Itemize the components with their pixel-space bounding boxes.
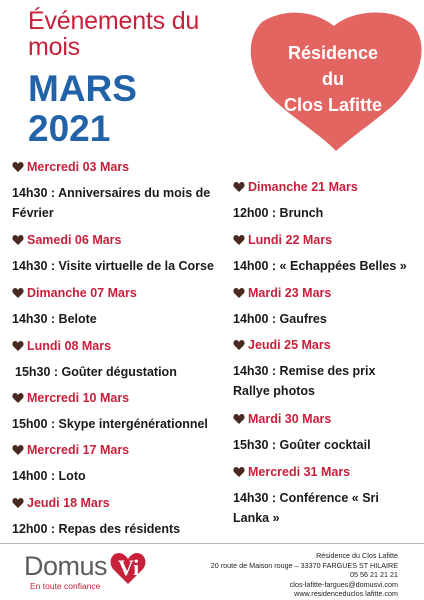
heart-icon: [12, 287, 24, 299]
residence-name: [258, 40, 408, 118]
month-year: [28, 69, 137, 149]
domusvi-logo: [24, 549, 184, 594]
page-title: [28, 8, 199, 60]
event-description: 15h00 : Skype intergénérationnel: [12, 417, 208, 431]
event-description: 14h30 : Anniversaires du mois de Février: [12, 186, 211, 220]
title-line-1: Événements du: [28, 7, 200, 35]
event-description: 14h00 : Gaufres: [233, 312, 327, 326]
heart-icon: [233, 234, 245, 246]
event-description: 14h00 : Loto: [12, 469, 86, 483]
event-date: Mardi 23 Mars: [248, 286, 332, 300]
address-line: 05 56 21 21 21: [350, 570, 398, 580]
logo-tagline: En toute confiance: [30, 581, 101, 591]
heart-icon: [12, 161, 24, 173]
heart-icon: [12, 392, 24, 404]
logo-wordmark: Domus: [24, 551, 108, 581]
heart-icon: [233, 413, 245, 425]
event-date: Dimanche 07 Mars: [27, 286, 137, 300]
residence-line-3: Clos Lafitte: [283, 95, 382, 115]
event-item: [12, 337, 217, 382]
event-item: [233, 284, 413, 329]
residence-line-2: du: [322, 69, 344, 89]
month-label: MARS: [28, 68, 137, 109]
event-date: Mercredi 03 Mars: [27, 160, 130, 174]
event-description: 15h30 : Goûter dégustation: [15, 365, 177, 379]
event-item: [12, 389, 217, 434]
heart-icon: [233, 181, 245, 193]
website-link[interactable]: www.residenceduclos lafitte.com: [294, 589, 398, 599]
event-description: 14h30 : Belote: [12, 312, 97, 326]
event-date: Mercredi 31 Mars: [248, 465, 351, 479]
heart-icon: [12, 444, 24, 456]
event-date: Jeudi 18 Mars: [27, 496, 110, 510]
heart-icon: [233, 466, 245, 478]
footer-divider: [0, 543, 424, 544]
event-description: 14h30 : Visite virtuelle de la Corse: [12, 259, 214, 273]
event-item: [233, 231, 413, 276]
event-date: Samedi 06 Mars: [27, 233, 122, 247]
year-label: 2021: [28, 108, 111, 149]
contact-address: [211, 551, 398, 599]
event-date: Mercredi 17 Mars: [27, 443, 130, 457]
event-item: [12, 158, 217, 223]
event-date: Lundi 08 Mars: [27, 339, 112, 353]
event-item: [12, 231, 217, 276]
heart-icon: [233, 287, 245, 299]
event-description: 14h00 : « Echappées Belles »: [233, 259, 407, 273]
event-item: [12, 494, 217, 539]
logo-vi-text: Vi: [118, 555, 140, 580]
title-line-2: mois: [28, 33, 80, 61]
heart-icon: [233, 339, 245, 351]
event-description: 14h30 : Conférence « Sri Lanka »: [233, 491, 379, 525]
event-date: Jeudi 25 Mars: [248, 338, 331, 352]
event-item: [233, 410, 413, 455]
event-description: 15h30 : Goûter cocktail: [233, 438, 371, 452]
event-item: [233, 178, 413, 223]
event-date: Mercredi 10 Mars: [27, 391, 130, 405]
event-item: [12, 284, 217, 329]
address-line: 20 route de Maison rouge – 33370 FARGUES ST HILAIRE: [210, 560, 398, 570]
heart-icon: [12, 234, 24, 246]
heart-icon: [12, 340, 24, 352]
event-date: Dimanche 21 Mars: [248, 180, 358, 194]
address-line: Résidence du Clos Lafitte: [316, 551, 398, 560]
event-description: 12h00 : Repas des résidents: [12, 522, 181, 536]
event-date: Mardi 30 Mars: [248, 412, 332, 426]
heart-icon: [12, 497, 24, 509]
event-item: [12, 441, 217, 486]
email-link[interactable]: clos-lafitte-fargues@domusvi.com: [289, 579, 398, 589]
event-date: Lundi 22 Mars: [248, 233, 333, 247]
event-description: 14h30 : Remise des prix Rallye photos: [233, 364, 376, 398]
event-item: [233, 463, 413, 528]
event-description: 12h00 : Brunch: [233, 206, 324, 220]
residence-line-1: Résidence: [287, 43, 379, 63]
event-item: [233, 336, 413, 401]
